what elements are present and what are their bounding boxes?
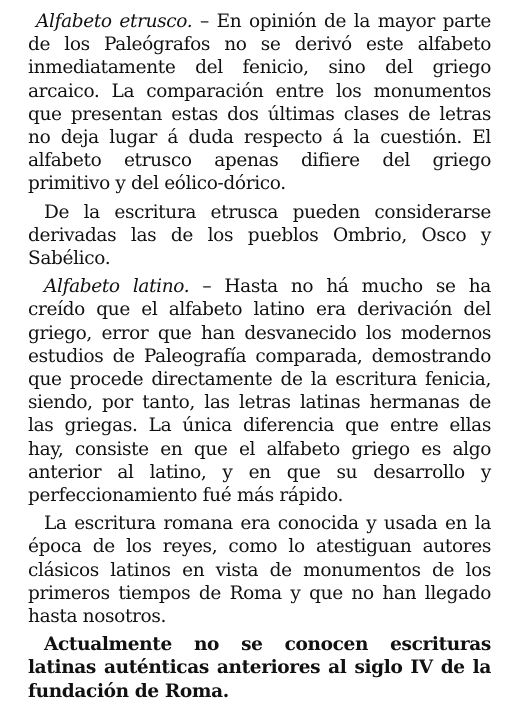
paragraph-text: Actualmente no se conocen escrituras latinas auténticas anteriores al siglo bbox=[28, 634, 491, 679]
paragraph-text: La escritura romana era conocida y usada en la época de los reyes, como lo atestiguan autores clásicos latinos en vista de monumentos de los primeros tiempos de Roma y que no han llegado hasta nosotros. bbox=[28, 513, 491, 628]
section-heading-alfabeto-etrusco: Alfabeto etrusco. bbox=[36, 11, 193, 32]
paragraph-text: de la fundación de Roma. bbox=[28, 657, 491, 702]
paragraph-text: – En opinión de la mayor parte de los Paleógrafos no se derivó este alfabeto inmediatamente del fenicio, sino del griego arcaico. La comparación entre los monumentos que presentan estas dos últimas clases de letras no deja lugar á duda respecto á la cuestión. El alfabeto etrusco apenas difiere del griego primitivo y del eólico-dórico. bbox=[28, 11, 491, 195]
paragraph-alfabeto-latino bbox=[28, 275, 491, 507]
paragraph-text: De la escritura etrusca pueden considerarse derivadas las de los pueblos Ombrio, Osco y Sabélico. bbox=[28, 201, 491, 270]
paragraph-derivadas bbox=[28, 201, 491, 271]
section-heading-alfabeto-latino: Alfabeto latino. bbox=[44, 276, 190, 298]
paragraph-actualmente bbox=[28, 633, 491, 703]
paragraph-alfabeto-etrusco bbox=[28, 10, 491, 196]
paragraph-text: – Hasta no há mucho se ha creído que el alfabeto latino era derivación del griego, error que han desvanecido los modernos estudios de Paleografía comparada, demostrando que procede directamente de la escritura fenicia, siendo, por tanto, las letras latinas hermanas de las griegas. La única diferencia que entre ellas hay, consiste en que el alfabeto griego es algo anterior al latino, y en que su desarrollo y perfeccionamiento fué más rápido. bbox=[28, 276, 491, 507]
paragraph-escritura-romana bbox=[28, 512, 491, 628]
roman-numeral: IV bbox=[410, 657, 433, 679]
